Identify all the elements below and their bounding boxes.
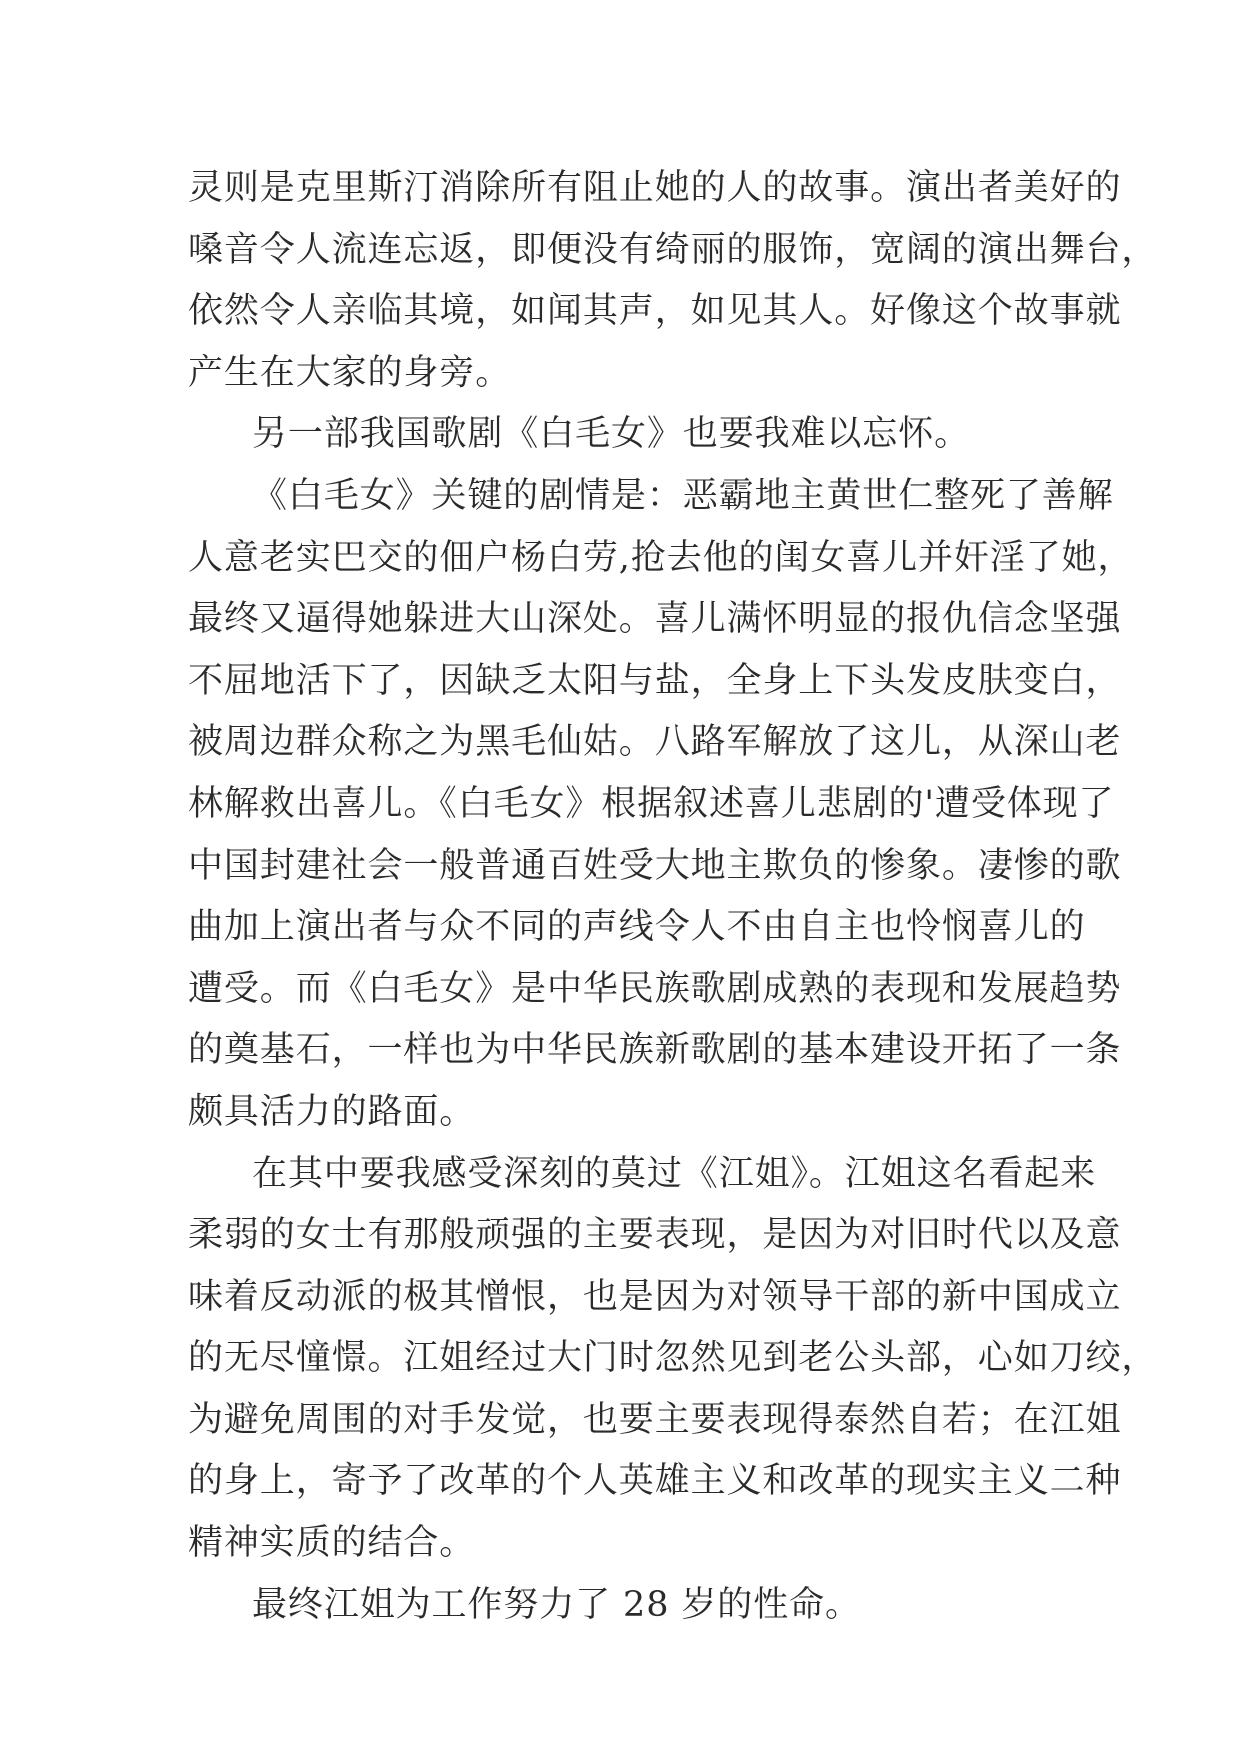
text-line: 被周边群众称之为黑毛仙姑。八路军解放了这儿，从深山老 — [188, 722, 1122, 763]
text-line: 的无尽憧憬。江姐经过大门时忽然见到老公头部，心如刀绞， — [188, 1338, 1158, 1379]
text-line: 最终江姐为工作努力了 28 岁的性命。 — [252, 1584, 861, 1625]
text-line: 依然令人亲临其境，如闻其声，如见其人。好像这个故事就 — [188, 291, 1122, 332]
text-line: 味着反动派的极其憎恨，也是因为对领导干部的新中国成立 — [188, 1276, 1122, 1317]
paragraph-5 — [188, 1575, 1058, 1637]
text-line: 另一部我国歌剧《白毛女》也要我难以忘怀。 — [252, 414, 971, 455]
text-line: 中国封建社会一般普通百姓受大地主欺负的惨象。凄惨的歌 — [188, 845, 1122, 886]
text-line: 为避免周围的对手发觉，也要主要表现得泰然自若；在江姐 — [188, 1399, 1122, 1440]
text-line: 的身上，寄予了改革的个人英雄主义和改革的现实主义二种 — [188, 1461, 1122, 1502]
text-line: 在其中要我感受深刻的莫过《江姐》。江姐这名看起来 — [252, 1153, 1097, 1194]
text-line: 颇具活力的路面。 — [188, 1091, 476, 1132]
text-line: 林解救出喜儿。《白毛女》根据叙述喜儿悲剧的'遭受体现了 — [188, 783, 1115, 824]
paragraph-2 — [188, 404, 1058, 466]
text-line: 灵则是克里斯汀消除所有阻止她的人的故事。演出者美好的 — [188, 168, 1122, 208]
text-line: 嗓音令人流连忘返，即便没有绮丽的服饰，宽阔的演出舞台， — [188, 229, 1158, 270]
document-body — [188, 158, 1158, 1636]
paragraph-1 — [188, 158, 1158, 404]
text-line: 最终又逼得她躲进大山深处。喜儿满怀明显的报仇信念坚强 — [188, 599, 1122, 640]
text-line: 曲加上演出者与众不同的声线令人不由自主也怜悯喜儿的 — [188, 907, 1086, 948]
text-line: 精神实质的结合。 — [188, 1523, 476, 1564]
text-line: 产生在大家的身旁。 — [188, 352, 512, 393]
text-line: 《白毛女》关键的剧情是：恶霸地主黄世仁整死了善解 — [252, 475, 1114, 516]
text-line: 柔弱的女士有那般顽强的主要表现，是因为对旧时代以及意 — [188, 1215, 1122, 1256]
text-line: 不屈地活下了，因缺乏太阳与盐，全身上下头发皮肤变白， — [188, 660, 1122, 701]
text-line: 人意老实巴交的佃户杨白劳,抢去他的闺女喜儿并奸淫了她， — [188, 537, 1134, 578]
text-line: 遭受。而《白毛女》是中华民族歌剧成熟的表现和发展趋势 — [188, 968, 1122, 1009]
paragraph-4 — [188, 1144, 1158, 1575]
text-line: 的奠基石，一样也为中华民族新歌剧的基本建设开拓了一条 — [188, 1030, 1122, 1071]
paragraph-3 — [188, 466, 1134, 1144]
